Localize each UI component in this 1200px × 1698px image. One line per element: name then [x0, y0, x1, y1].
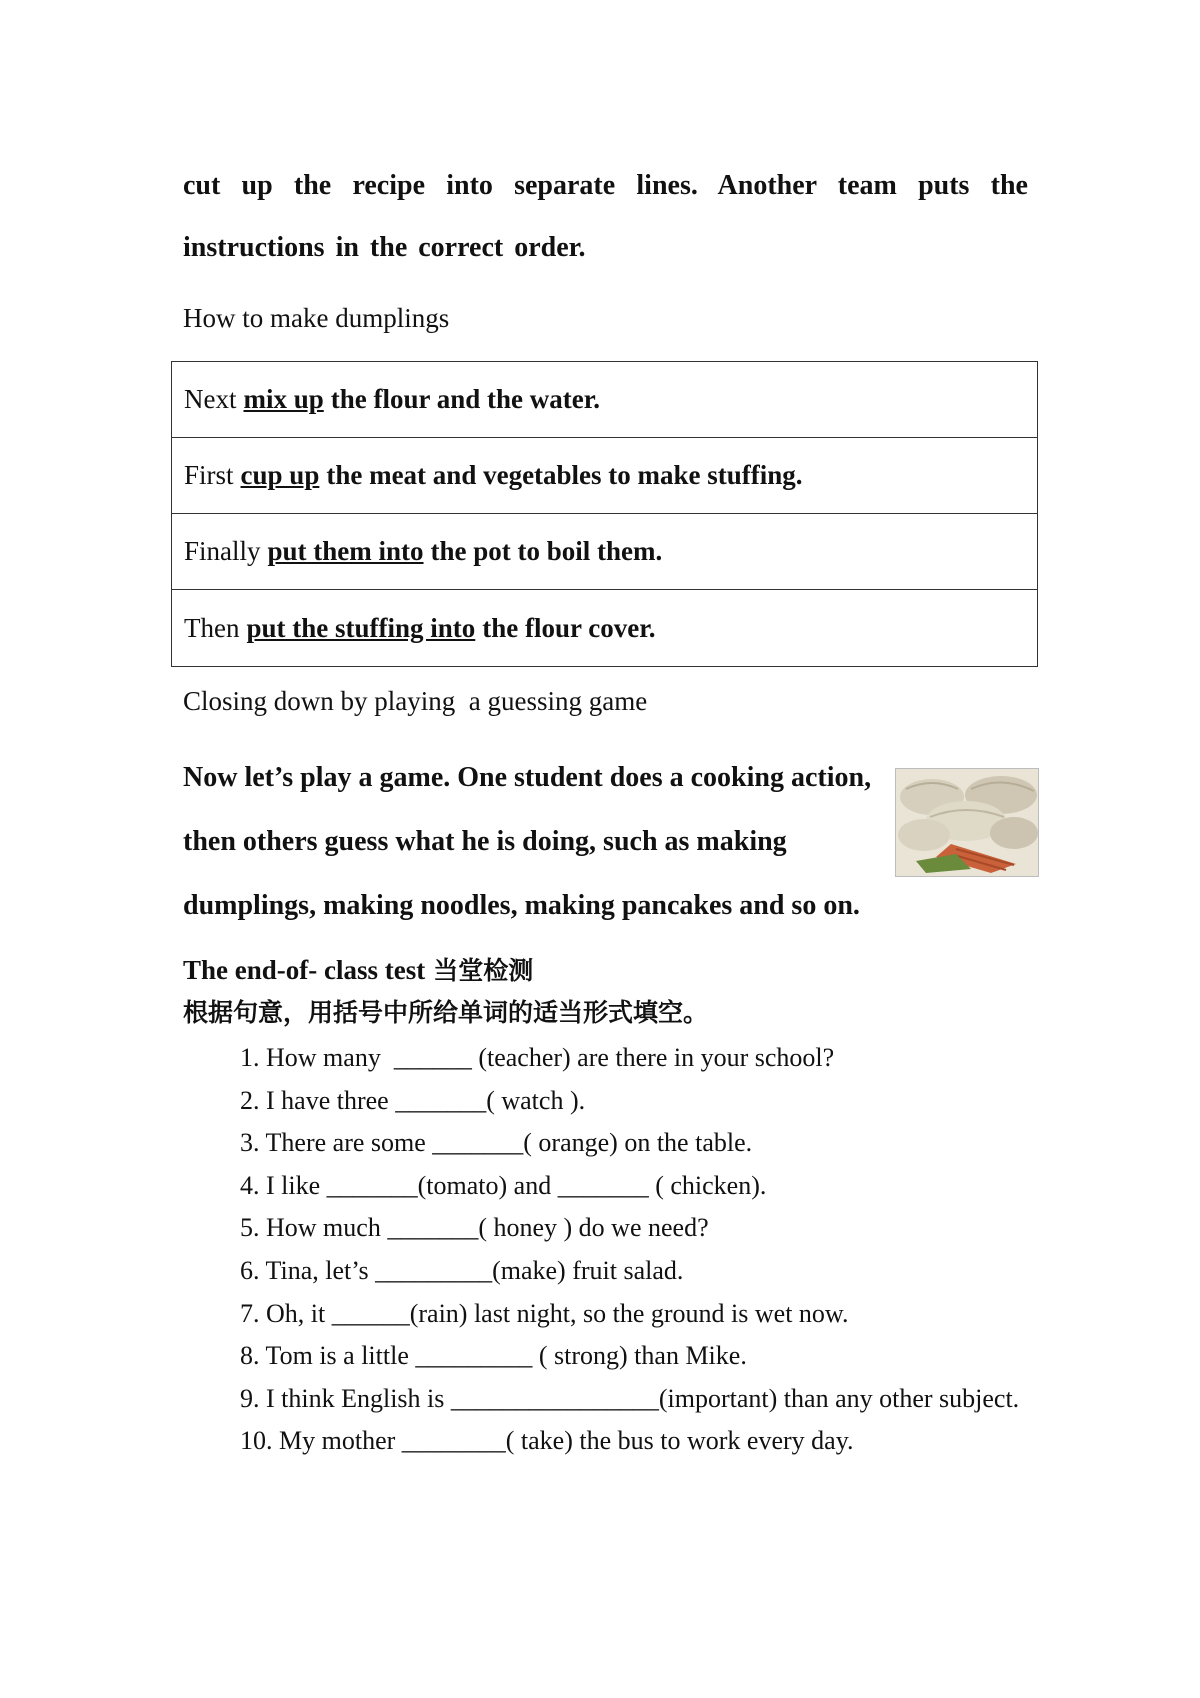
question-item: 1. How many ______ (teacher) are there in your school? [240, 1043, 835, 1072]
recipe-step-row [172, 438, 1037, 514]
step-key-phrase: put them into [267, 536, 424, 566]
step-key-phrase: cup up [240, 460, 320, 490]
step-lead-word: Finally [184, 536, 261, 566]
step-rest-text: the meat and vegetables to make stuffing. [326, 460, 803, 490]
step-rest-text: the flour cover. [482, 612, 656, 643]
test-title [183, 952, 533, 989]
step-lead-word: Next [184, 384, 237, 414]
question-item: 7. Oh, it ______(rain) last night, so the ground is wet now. [240, 1298, 849, 1328]
question-item: 6. Tina, let’s _________(make) fruit salad. [240, 1255, 684, 1285]
recipe-step-row [172, 590, 1037, 666]
recipe-step-row [172, 362, 1037, 438]
step-key-phrase: mix up [243, 384, 324, 414]
step-rest-text: the pot to boil them. [430, 536, 663, 566]
question-item: 3. There are some _______( orange) on the table. [240, 1128, 753, 1158]
closing-heading: Closing down by playing a guessing game [183, 686, 648, 716]
game-line: dumplings, making noodles, making pancakes and so on. [183, 890, 860, 921]
question-item: 4. I like _______(tomato) and _______ ( chicken). [240, 1170, 767, 1200]
question-item: 5. How much _______( honey ) do we need? [240, 1213, 709, 1243]
dumplings-photo [895, 768, 1039, 877]
question-item: 9. I think English is ________________(important) than any other subject. [240, 1383, 1020, 1413]
question-item: 8. Tom is a little _________ ( strong) than Mike. [240, 1341, 747, 1371]
test-instruction: 根据句意，用括号中所给单词的适当形式填空。 [183, 998, 709, 1027]
recipe-step-row [172, 514, 1037, 590]
game-line: Now let’s play a game. One student does a cooking action, [183, 762, 872, 793]
question-item: 2. I have three _______( watch ). [240, 1085, 586, 1115]
step-lead-word: Then [184, 612, 240, 643]
recipe-steps-table [171, 361, 1038, 667]
step-key-phrase: put the stuffing into [246, 612, 476, 643]
question-item: 10. My mother ________( take) the bus to work every day. [240, 1426, 854, 1456]
question-list [183, 1037, 1023, 1463]
step-lead-word: First [184, 460, 234, 490]
dumplings-illustration-icon [896, 769, 1038, 876]
game-paragraph [183, 746, 876, 938]
step-rest-text: the flour and the water. [330, 384, 601, 414]
test-title-en: The end-of- class test [183, 955, 426, 985]
test-title-cn: 当堂检测 [433, 956, 534, 985]
intro-paragraph: cut up the recipe into separate lines. Another team puts the instructions in the correct order. [183, 170, 1028, 263]
game-line: then others guess what he is doing, such as making [183, 826, 787, 857]
recipe-title: How to make dumplings [183, 303, 450, 333]
